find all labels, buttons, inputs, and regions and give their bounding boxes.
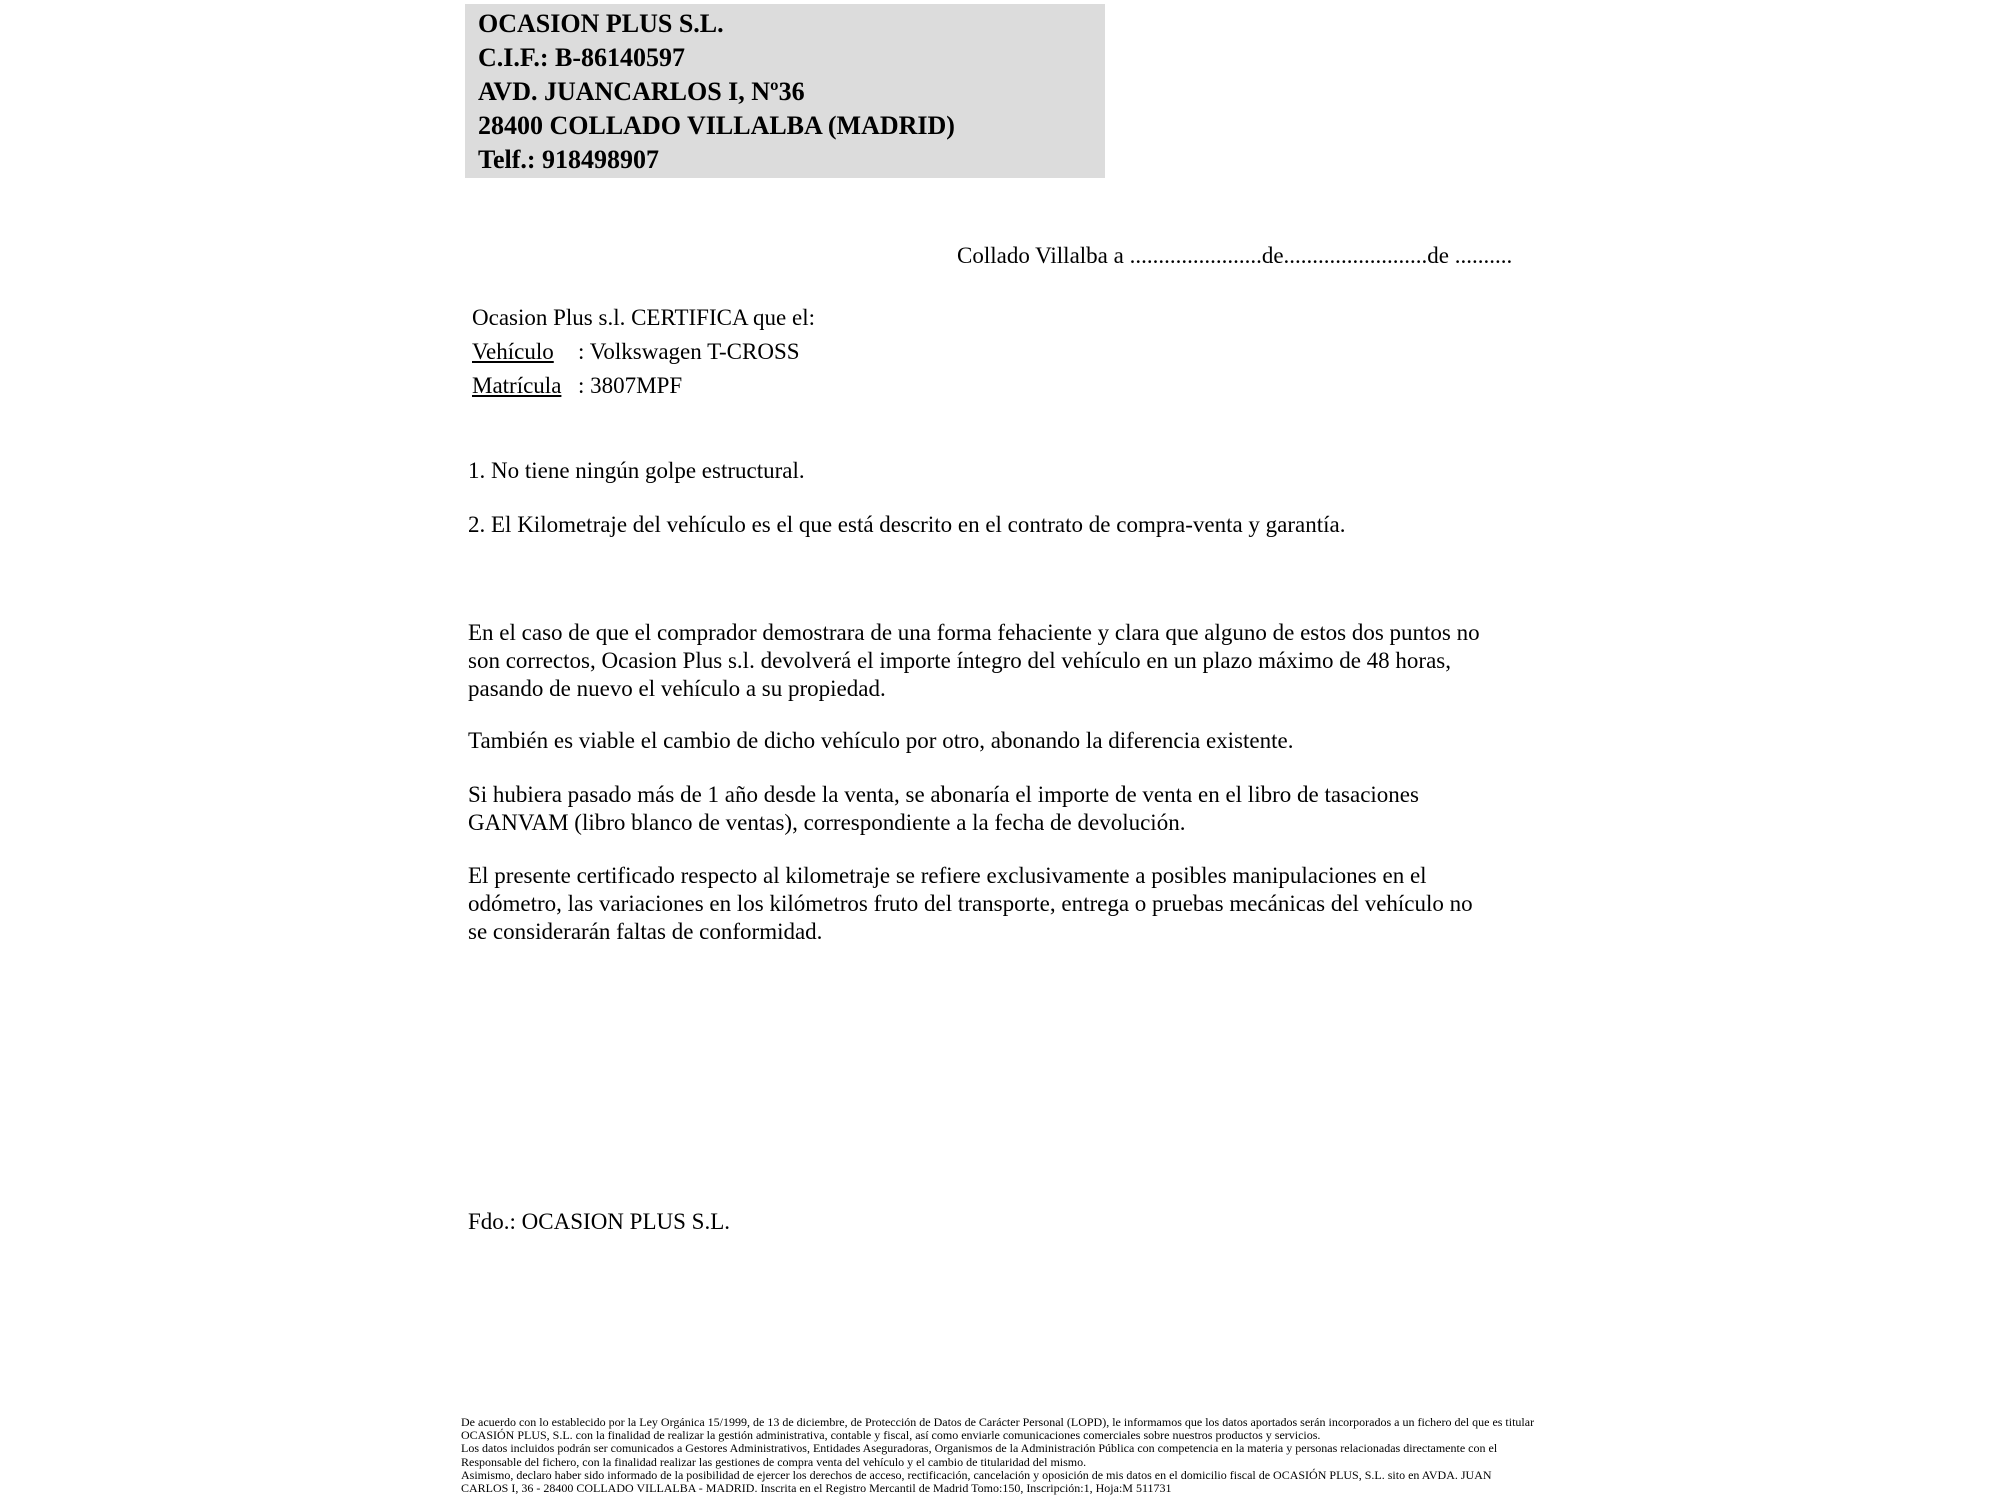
legal-footer-line: Responsable del fichero, con la finalidad realizar las gestiones de compra venta del vehículo y el cambio de titularidad del mismo.: [461, 1454, 1087, 1469]
paragraph-line: se considerarán faltas de conformidad.: [468, 919, 823, 944]
paragraph-ganvam: [468, 781, 1419, 837]
legal-footer: [461, 1416, 1534, 1495]
paragraph-line: GANVAM (libro blanco de ventas), correspondiente a la fecha de devolución.: [468, 810, 1186, 835]
company-address: AVD. JUANCARLOS I, Nº36: [478, 77, 805, 106]
paragraph-line: También es viable el cambio de dicho vehículo por otro, abonando la diferencia existente.: [468, 728, 1294, 753]
vehicle-value: : Volkswagen T-CROSS: [578, 339, 800, 364]
vehicle-label: Vehículo: [472, 339, 554, 364]
signature-line: Fdo.: OCASION PLUS S.L.: [468, 1209, 730, 1234]
company-city: 28400 COLLADO VILLALBA (MADRID): [478, 111, 955, 140]
legal-footer-line: Los datos incluidos podrán ser comunicados a Gestores Administrativos, Entidades Aseguradoras, Organismos de la Administración Pública con competencia en la materia y personas relacionadas directamente con el: [461, 1441, 1498, 1456]
certifies-intro: Ocasion Plus s.l. CERTIFICA que el:: [472, 305, 815, 330]
paragraph-odometer: [468, 862, 1473, 946]
paragraph-line: En el caso de que el comprador demostrara de una forma fehaciente y clara que alguno de estos dos puntos no: [468, 620, 1480, 645]
company-header-box: [465, 4, 1105, 178]
plate-label: Matrícula: [472, 373, 562, 398]
company-name: OCASION PLUS S.L.: [478, 9, 724, 38]
paragraph-line: son correctos, Ocasion Plus s.l. devolverá el importe íntegro del vehículo en un plazo máximo de 48 horas,: [468, 648, 1452, 673]
vehicle-row: [472, 335, 815, 369]
legal-footer-line: CARLOS I, 36 - 28400 COLLADO VILLALBA - MADRID. Inscrita en el Registro Mercantil de Madrid Tomo:150, Inscripción:1, Hoja:M 511731: [461, 1481, 1172, 1496]
legal-footer-line: OCASIÓN PLUS, S.L. con la finalidad de realizar la gestión administrativa, contable y fiscal, así como enviarle comunicaciones comerciales sobre nuestros productos y servicios.: [461, 1428, 1321, 1443]
company-phone: Telf.: 918498907: [478, 145, 660, 174]
paragraph-line: odómetro, las variaciones en los kilómetros fruto del transporte, entrega o pruebas mecánicas del vehículo no: [468, 891, 1473, 916]
date-place-line: Collado Villalba a .......................de.........................de ..........: [957, 243, 1513, 268]
legal-footer-line: Asimismo, declaro haber sido informado de la posibilidad de ejercer los derechos de acceso, rectificación, cancelación y oposición de mis datos en el domicilio fiscal de OCASIÓN PLUS, S.L. sito en AVDA. JUAN: [461, 1467, 1492, 1482]
clause-2: 2. El Kilometraje del vehículo es el que está descrito en el contrato de compra-venta y garantía.: [468, 512, 1346, 537]
plate-value: : 3807MPF: [578, 373, 683, 398]
paragraph-exchange: [468, 727, 1293, 755]
clause-1: 1. No tiene ningún golpe estructural.: [468, 458, 805, 483]
plate-row: [472, 369, 815, 403]
company-cif: C.I.F.: B-86140597: [478, 43, 686, 72]
paragraph-line: pasando de nuevo el vehículo a su propiedad.: [468, 676, 886, 701]
legal-footer-line: De acuerdo con lo establecido por la Ley Orgánica 15/1999, de 13 de diciembre, de Protección de Datos de Carácter Personal (LOPD), le informamos que los datos aportados serán incorporados a un fichero del que es titular: [461, 1415, 1535, 1429]
paragraph-refund: [468, 619, 1480, 703]
certification-block: [472, 301, 815, 403]
paragraph-line: El presente certificado respecto al kilometraje se refiere exclusivamente a posibles manipulaciones en el: [468, 863, 1427, 888]
paragraph-line: Si hubiera pasado más de 1 año desde la venta, se abonaría el importe de venta en el libro de tasaciones: [468, 782, 1419, 807]
